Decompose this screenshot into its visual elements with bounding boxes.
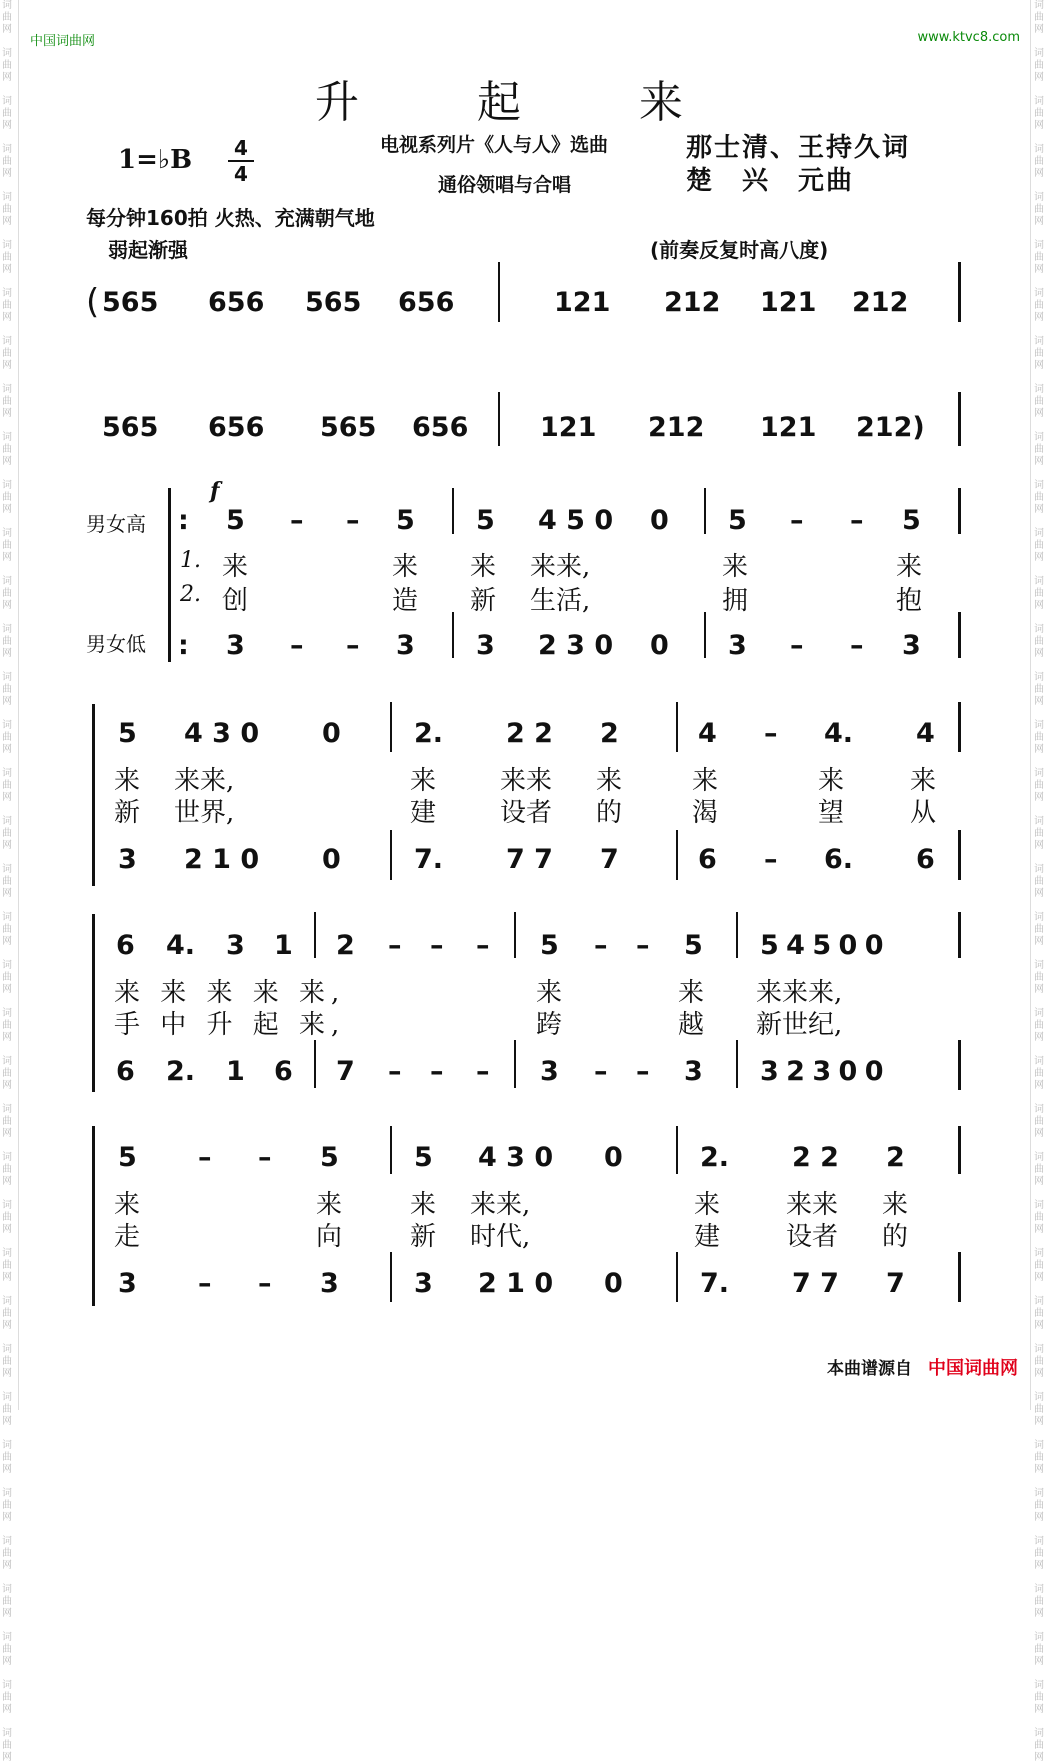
- melody-note: 5: [414, 1142, 433, 1173]
- part-label-high: 男女高: [86, 512, 146, 536]
- lyric-verse2: 向: [316, 1222, 343, 1252]
- melody-note: –: [258, 1142, 272, 1173]
- lyric-verse2: 从: [910, 798, 937, 828]
- melody-note: 3: [226, 930, 245, 961]
- time-sig-top: 4: [234, 136, 248, 160]
- lyric-verse2: 生活,: [530, 586, 591, 616]
- site-name-left[interactable]: 中国词曲网: [30, 34, 96, 49]
- time-sig-bottom: 4: [234, 162, 248, 186]
- song-title: 升 起 来: [315, 77, 735, 128]
- verse-number-1: 1.: [180, 548, 201, 573]
- melody-note: 2: [600, 718, 619, 749]
- harmony-note: 7 7: [792, 1268, 839, 1299]
- lyric-verse2: 创: [222, 586, 249, 616]
- melody-note: 5: [902, 505, 921, 536]
- melody-note: –: [636, 930, 650, 961]
- lyric-verse1: 来: [114, 1190, 141, 1220]
- barline: [958, 702, 961, 752]
- melody-note: 2: [336, 930, 355, 961]
- barline: [676, 1252, 678, 1302]
- lyricist: 那士清、王持久词: [686, 133, 911, 163]
- system-bracket: [92, 914, 95, 1092]
- site-url-right[interactable]: www.ktvc8.com: [917, 30, 1020, 45]
- intro-note: 656: [398, 287, 455, 318]
- lyric-verse1: 来: [410, 1190, 437, 1220]
- melody-note: 4: [698, 718, 717, 749]
- lyric-verse2: 望: [818, 798, 845, 828]
- barline: [390, 1126, 392, 1174]
- intro-note: 121: [760, 287, 817, 318]
- harmony-note: –: [476, 1056, 490, 1087]
- harmony-note: 3: [902, 630, 921, 661]
- melody-note: 0: [650, 505, 669, 536]
- intro-note: 121: [540, 412, 597, 443]
- lyric-verse1: 来: [818, 766, 845, 796]
- lyric-verse1: 来来: [786, 1190, 839, 1220]
- watermark-left: 词 曲 网 词 曲 网 词 曲 网 词 曲 网 词 曲 网 词 曲 网 词 曲 网 词 曲 网 词 曲 网 词 曲 网 词 曲 网 词 曲 网 词 曲 网 词 曲 网 词 曲 网 词 曲 网 词 曲 网 词 曲 网 词 曲 网 词 曲 网 词 曲 网 词 曲 网 词 曲 网 词 曲 网 词 曲 网 词 曲 网 词 曲 网 词 曲 网 词 曲 网 词 曲 网 词 曲 网 词 曲 网 词 曲 网 词 曲 网 词 曲 网 词 曲 网 词 曲 网: [2, 0, 12, 1763]
- melody-note: 2 2: [792, 1142, 839, 1173]
- melody-note: –: [790, 505, 804, 536]
- harmony-note: 7 7: [506, 844, 553, 875]
- harmony-note: –: [790, 630, 804, 661]
- lyric-verse2: 走: [114, 1222, 141, 1252]
- harmony-note: 3: [414, 1268, 433, 1299]
- barline: [514, 1040, 516, 1088]
- dynamics-marking: 弱起渐强: [108, 238, 188, 262]
- lyric-verse1: 来: [536, 978, 563, 1008]
- harmony-note: 0: [650, 630, 669, 661]
- melody-note: 6: [116, 930, 135, 961]
- harmony-note: 3: [320, 1268, 339, 1299]
- lyric-verse2: 时代,: [470, 1222, 531, 1252]
- melody-note: –: [198, 1142, 212, 1173]
- melody-note: –: [850, 505, 864, 536]
- system-bracket: [92, 704, 95, 886]
- barline: [958, 1252, 961, 1302]
- harmony-note: 2 1 0: [184, 844, 260, 875]
- lyric-verse1: 来: [114, 766, 141, 796]
- barline: [390, 830, 392, 880]
- subtitle: 电视系列片《人与人》选曲: [380, 134, 609, 156]
- barline: [736, 912, 738, 958]
- lyric-verse2: 世界,: [174, 798, 235, 828]
- footer-text: 本曲谱源自: [827, 1359, 912, 1379]
- melody-note: 2 2: [506, 718, 553, 749]
- melody-note: –: [346, 505, 360, 536]
- barline: [958, 830, 961, 880]
- harmony-note: 7: [336, 1056, 355, 1087]
- harmony-note: 3: [476, 630, 495, 661]
- time-signature: [228, 138, 254, 184]
- lyric-verse1: 来来,: [530, 552, 591, 582]
- harmony-note: 6: [916, 844, 935, 875]
- repeat-paren: (: [86, 282, 100, 322]
- lyric-verse1: 来: [910, 766, 937, 796]
- harmony-note: 6.: [824, 844, 854, 875]
- lyric-verse1: 来来: [500, 766, 553, 796]
- melody-note: 5: [118, 1142, 137, 1173]
- intro-note: 121: [554, 287, 611, 318]
- harmony-note: 3: [226, 630, 245, 661]
- lyric-verse2: 新: [410, 1222, 437, 1252]
- lyric-verse2: 新: [470, 586, 497, 616]
- melody-note: 5: [320, 1142, 339, 1173]
- harmony-note: –: [346, 630, 360, 661]
- harmony-note: –: [198, 1268, 212, 1299]
- barline: [390, 1252, 392, 1302]
- barline: [314, 912, 316, 958]
- melody-note: 5: [226, 505, 245, 536]
- melody-note: 4 3 0: [478, 1142, 554, 1173]
- barline: [498, 262, 500, 322]
- melody-note: –: [476, 930, 490, 961]
- lyric-verse1: 来: [596, 766, 623, 796]
- intro-note: 121: [760, 412, 817, 443]
- melody-note: 2: [886, 1142, 905, 1173]
- lyric-verse1: 来: [694, 1190, 721, 1220]
- intro-note: 212): [856, 412, 925, 443]
- intro-note: 656: [208, 287, 265, 318]
- lyric-verse1: 来: [316, 1190, 343, 1220]
- lyric-verse1: 来: [882, 1190, 909, 1220]
- lyric-verse1: 来来,: [470, 1190, 531, 1220]
- harmony-note: –: [594, 1056, 608, 1087]
- lyric-verse1: 来: [470, 552, 497, 582]
- lyric-verse2: 的: [882, 1222, 909, 1252]
- prelude-note: (前奏反复时高八度): [650, 238, 829, 262]
- lyric-verse1: 来来来,: [756, 978, 843, 1008]
- margin-line-right: [1030, 0, 1031, 1410]
- lyric-verse2: 建: [410, 798, 437, 828]
- melody-note: 5: [728, 505, 747, 536]
- lyric-verse2: 手 中 升 起 来,: [114, 1010, 346, 1040]
- barline: [704, 488, 706, 534]
- harmony-note: 6: [116, 1056, 135, 1087]
- lyric-verse2: 造: [392, 586, 419, 616]
- melody-note: 5: [476, 505, 495, 536]
- barline: [958, 1040, 961, 1090]
- harmony-note: 3 2 3 0 0: [760, 1056, 884, 1087]
- intro-note: 212: [852, 287, 909, 318]
- lyric-verse2: 建: [694, 1222, 721, 1252]
- harmony-note: 3: [684, 1056, 703, 1087]
- lyric-verse2: 渴: [692, 798, 719, 828]
- harmony-note: 0: [604, 1268, 623, 1299]
- harmony-note: 1: [226, 1056, 245, 1087]
- harmony-note: 7.: [700, 1268, 730, 1299]
- melody-note: –: [290, 505, 304, 536]
- barline: [676, 702, 678, 752]
- barline: [736, 1040, 738, 1088]
- barline: [676, 830, 678, 880]
- harmony-note: 3: [118, 844, 137, 875]
- system-bracket: [168, 488, 171, 662]
- melody-note: 4 5 0: [538, 505, 614, 536]
- barline: [958, 1126, 961, 1174]
- harmony-note: –: [258, 1268, 272, 1299]
- lyric-verse2: 新世纪,: [756, 1010, 843, 1040]
- intro-note: 565: [320, 412, 377, 443]
- lyric-verse2: 抱: [896, 586, 923, 616]
- verse-number-2: 2.: [180, 582, 201, 607]
- harmony-note: 0: [322, 844, 341, 875]
- barline: [958, 262, 961, 322]
- composer: 楚 兴 元曲: [686, 166, 855, 196]
- lyric-verse1: 来: [896, 552, 923, 582]
- watermark-right: 词 曲 网 词 曲 网 词 曲 网 词 曲 网 词 曲 网 词 曲 网 词 曲 网 词 曲 网 词 曲 网 词 曲 网 词 曲 网 词 曲 网 词 曲 网 词 曲 网 词 曲 网 词 曲 网 词 曲 网 词 曲 网 词 曲 网 词 曲 网 词 曲 网 词 曲 网 词 曲 网 词 曲 网 词 曲 网 词 曲 网 词 曲 网 词 曲 网 词 曲 网 词 曲 网 词 曲 网 词 曲 网 词 曲 网 词 曲 网 词 曲 网 词 曲 网 词 曲 网: [1034, 0, 1044, 1763]
- barline: [498, 392, 500, 446]
- melody-note: 5: [684, 930, 703, 961]
- harmony-note: 7: [600, 844, 619, 875]
- dynamic-forte: f: [210, 478, 220, 504]
- intro-note: 656: [412, 412, 469, 443]
- intro-note: 212: [664, 287, 721, 318]
- key-signature: 1=♭B: [118, 145, 193, 175]
- barline: [514, 912, 516, 958]
- melody-note: 5: [118, 718, 137, 749]
- harmony-note: –: [290, 630, 304, 661]
- melody-note: 2.: [700, 1142, 730, 1173]
- harmony-note: 2 3 0: [538, 630, 614, 661]
- barline: [390, 702, 392, 752]
- melody-note: 4: [916, 718, 935, 749]
- harmony-note: 2 1 0: [478, 1268, 554, 1299]
- lyric-verse1: 来: [392, 552, 419, 582]
- intro-note: 565: [102, 412, 159, 443]
- lyric-verse2: 设者: [500, 798, 553, 828]
- lyric-verse2: 跨: [536, 1010, 563, 1040]
- lyric-verse2: 新: [114, 798, 141, 828]
- intro-note: 565: [305, 287, 362, 318]
- lyric-verse1: 来: [678, 978, 705, 1008]
- melody-note: –: [430, 930, 444, 961]
- harmony-note: 3: [728, 630, 747, 661]
- melody-note: 0: [604, 1142, 623, 1173]
- lyric-verse1: 来: [722, 552, 749, 582]
- harmony-note: –: [636, 1056, 650, 1087]
- lyric-verse2: 设者: [786, 1222, 839, 1252]
- barline: [452, 612, 454, 658]
- barline: [704, 612, 706, 658]
- harmony-note: 3: [118, 1268, 137, 1299]
- harmony-note: 7: [886, 1268, 905, 1299]
- melody-note: –: [764, 718, 778, 749]
- melody-note: –: [388, 930, 402, 961]
- harmony-note: –: [850, 630, 864, 661]
- lyric-verse2: 越: [678, 1010, 705, 1040]
- part-label-low: 男女低: [86, 632, 146, 656]
- repeat-sign: :: [178, 505, 189, 536]
- lyric-verse1: 来来,: [174, 766, 235, 796]
- harmony-note: –: [430, 1056, 444, 1087]
- melody-note: 5: [540, 930, 559, 961]
- intro-note: 565: [102, 287, 159, 318]
- footer-source: [827, 1354, 1018, 1380]
- harmony-note: 2.: [166, 1056, 196, 1087]
- lyric-verse2: 拥: [722, 586, 749, 616]
- barline: [958, 488, 961, 534]
- lyric-verse1: 来: [222, 552, 249, 582]
- melody-note: 2.: [414, 718, 444, 749]
- tempo-marking: 每分钟160拍 火热、充满朝气地: [86, 206, 375, 230]
- lyric-verse2: 的: [596, 798, 623, 828]
- harmony-note: 6: [698, 844, 717, 875]
- barline: [314, 1040, 316, 1088]
- melody-note: 1: [274, 930, 293, 961]
- melody-note: 4.: [824, 718, 854, 749]
- harmony-note: 6: [274, 1056, 293, 1087]
- melody-note: 5: [396, 505, 415, 536]
- barline: [958, 912, 961, 958]
- harmony-note: 3: [540, 1056, 559, 1087]
- lyric-verse1: 来: [692, 766, 719, 796]
- repeat-sign: :: [178, 630, 189, 661]
- melody-note: 4 3 0: [184, 718, 260, 749]
- barline: [452, 488, 454, 534]
- intro-note: 656: [208, 412, 265, 443]
- melody-note: 5 4 5 0 0: [760, 930, 884, 961]
- harmony-note: –: [764, 844, 778, 875]
- melody-note: –: [594, 930, 608, 961]
- harmony-note: 3: [396, 630, 415, 661]
- barline: [958, 612, 961, 658]
- barline: [676, 1126, 678, 1174]
- lyric-verse1: 来 来 来 来 来,: [114, 978, 346, 1008]
- intro-note: 212: [648, 412, 705, 443]
- footer-site-link[interactable]: 中国词曲网: [928, 1358, 1018, 1379]
- lyric-verse1: 来: [410, 766, 437, 796]
- barline: [958, 392, 961, 446]
- margin-line-left: [18, 0, 19, 1410]
- harmony-note: –: [388, 1056, 402, 1087]
- melody-note: 4.: [166, 930, 196, 961]
- system-bracket: [92, 1126, 95, 1306]
- performance: 通俗领唱与合唱: [438, 174, 572, 196]
- melody-note: 0: [322, 718, 341, 749]
- harmony-note: 7.: [414, 844, 444, 875]
